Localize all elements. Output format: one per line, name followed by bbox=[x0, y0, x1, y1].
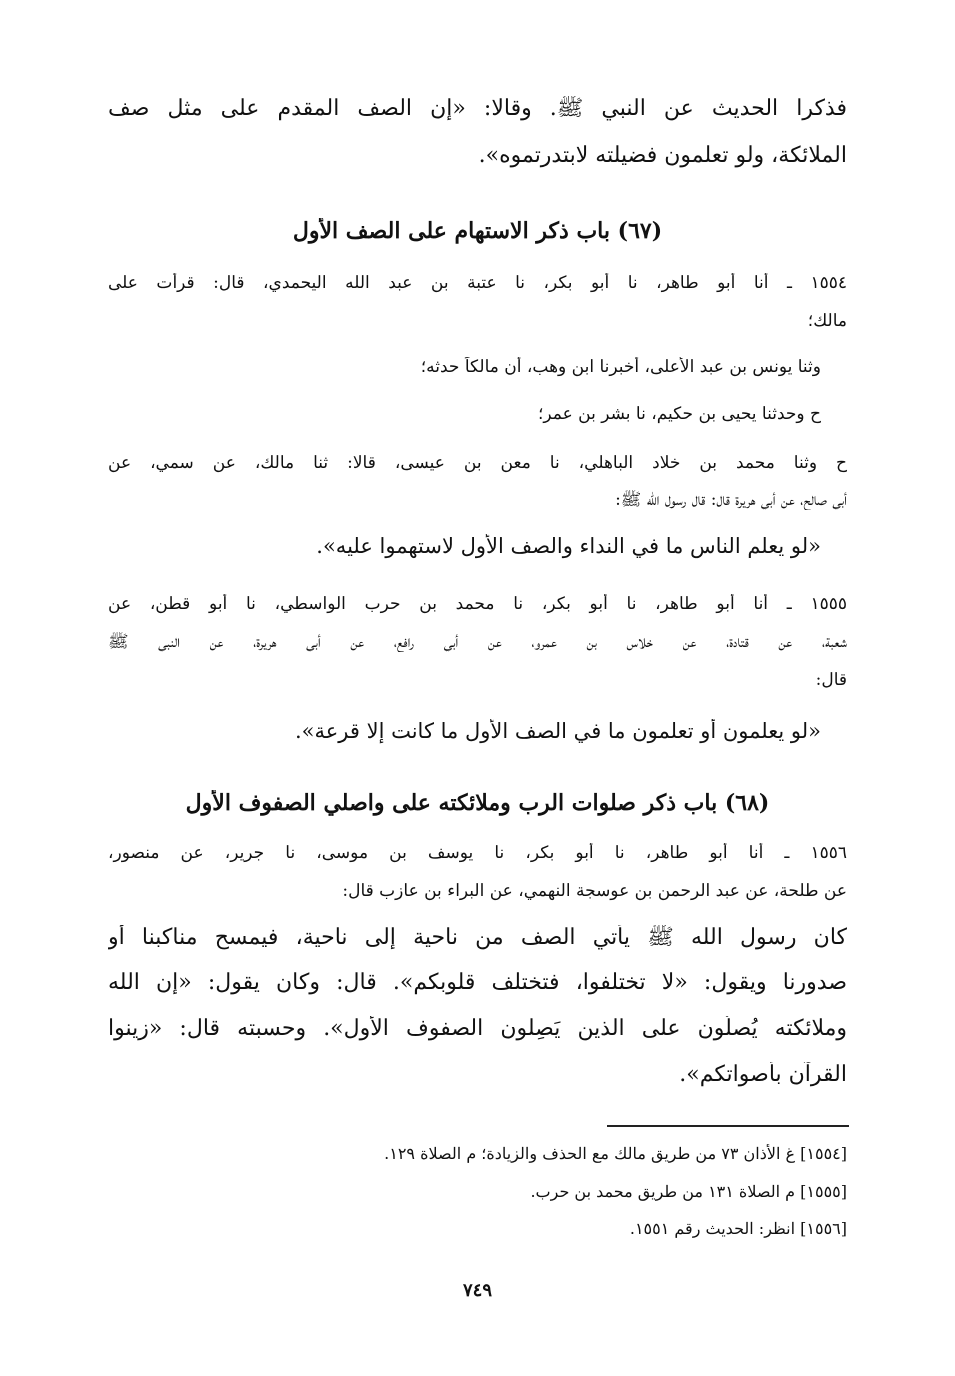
hadith-1556-line-5: وملائكته يُصلُّون على الذين يَصِلون الصفوف الأول». وحسبته قال: «زينوا bbox=[108, 1016, 847, 1041]
hadith-1554-line-5: ح وثنا محمد بن خلاد الباهلي، نا معن بن عيسى، قالا: ثنا مالك، عن سمي، عن bbox=[108, 453, 847, 473]
hadith-1555-line-1: ١٥٥٥ ـ أنا أبو طاهر، نا أبو بكر، نا محمد بن حرب الواسطي، نا أبو قطن، عن bbox=[108, 594, 847, 614]
top-paragraph-line-2: الملائكة، ولو تعلمون فضيلته لابتدرتموه». bbox=[478, 143, 847, 168]
hadith-1555-line-3: قال: bbox=[815, 670, 847, 690]
chapter-68-heading: (٦٨) باب ذكر صلوات الرب وملائكته على واصلي الصفوف الأول bbox=[185, 790, 770, 816]
chapter-67-heading: (٦٧) باب ذكر الاستهام على الصف الأول bbox=[292, 218, 663, 244]
hadith-1554-line-6: أبي صالح، عن أبي هريرة قال: قال رسول الله ﷺ: bbox=[615, 490, 847, 510]
footnote-1555: [١٥٥٥] م الصلاة ١٣١ من طريق محمد بن حرب. bbox=[530, 1182, 847, 1201]
hadith-1554-matn: «لو يعلم الناس ما في النداء والصف الأول لاستهموا عليه». bbox=[316, 534, 821, 558]
hadith-1556-line-4: صدورنا ويقول: «لا تختلفوا، فتختلف قلوبكم». قال: وكان يقول: «إن الله bbox=[108, 970, 847, 995]
hadith-1555-line-2: شعبة، عن قتادة، عن خلاس بن عمرو، عن أبي رافع، عن أبي هريرة، عن النبي ﷺ bbox=[108, 632, 847, 652]
page-number: ٧٤٩ bbox=[462, 1280, 492, 1301]
hadith-1555-matn: «لو يعلمون أو تعلمون ما في الصف الأول ما كانت إلا قرعة». bbox=[294, 719, 821, 743]
hadith-1556-line-3: كان رسول الله ﷺ يأتي الصف من ناحية إلى ناحية، فيمسح مناكبنا أو bbox=[108, 925, 847, 950]
footnote-1554: [١٥٥٤] غ الأذان ٧٣ من طريق مالك مع الحذف والزيادة؛ م الصلاة ١٢٩. bbox=[384, 1144, 847, 1163]
footnote-divider bbox=[607, 1125, 849, 1127]
hadith-1554-line-2: مالك؛ bbox=[807, 311, 847, 331]
hadith-1554-line-1: ١٥٥٤ ـ أنا أبو طاهر، نا أبو بكر، نا عتبة بن عبد الله اليحمدي، قال: قرأت على bbox=[108, 273, 847, 293]
hadith-1556-line-6: القرآن بأصواتكم». bbox=[679, 1062, 847, 1087]
hadith-1554-line-4: ح وحدثنا يحيى بن حكيم، نا بشر بن عمر؛ bbox=[537, 404, 821, 424]
hadith-1556-line-1: ١٥٥٦ ـ أنا أبو طاهر، نا أبو بكر، نا يوسف بن موسى، نا جرير، عن منصور، bbox=[108, 843, 847, 863]
hadith-1554-line-3: وثنا يونس بن عبد الأعلى، أخبرنا ابن وهب، أن مالكاً حدثه؛ bbox=[420, 357, 821, 377]
footnote-1556: [١٥٥٦] انظر: الحديث رقم ١٥٥١. bbox=[629, 1219, 847, 1238]
hadith-1556-line-2: عن طلحة، عن عبد الرحمن بن عوسجة النهمي، عن البراء بن عازب قال: bbox=[342, 881, 847, 901]
top-paragraph-line-1: فذكرا الحديث عن النبي ﷺ. وقالا: «إن الصف المقدم على مثل صف bbox=[108, 96, 847, 121]
